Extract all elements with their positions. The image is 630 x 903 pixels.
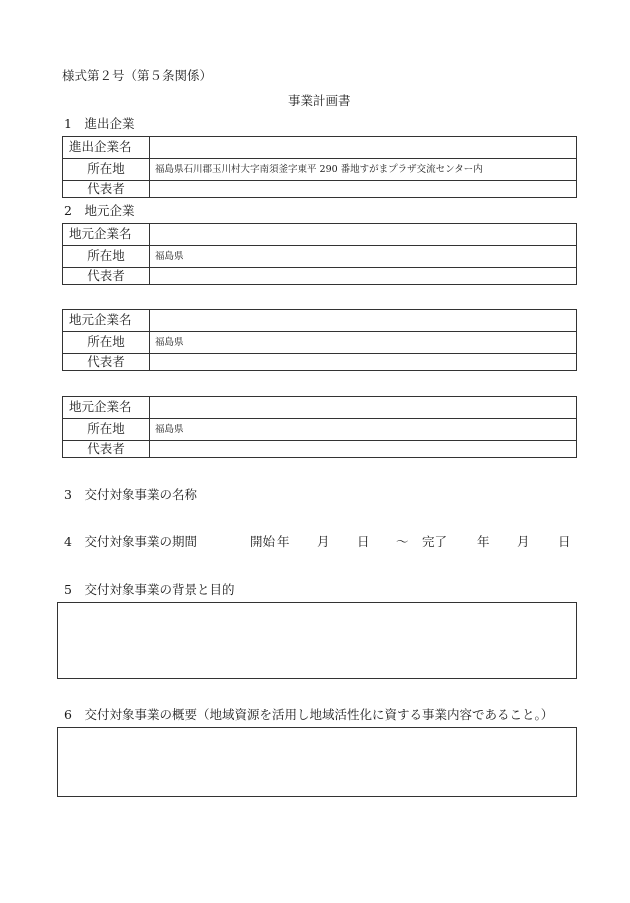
- local-company-name-field[interactable]: [150, 397, 577, 419]
- address-label: 所在地: [63, 159, 150, 181]
- section1-heading: 1 進出企業: [64, 116, 135, 131]
- start-month-unit: 月: [317, 534, 330, 549]
- local-address-label: 所在地: [63, 419, 150, 441]
- address-field[interactable]: 福島県石川郡玉川村大字南須釜字東平 290 番地すがまプラザ交流センター内: [150, 159, 577, 181]
- local-address-label: 所在地: [63, 332, 150, 354]
- local-company-table-3: [62, 396, 577, 458]
- start-year-unit: 年: [277, 534, 290, 549]
- end-year-unit: 年: [477, 534, 490, 549]
- company-name-label: 進出企業名: [63, 137, 150, 159]
- local-representative-field[interactable]: [150, 441, 577, 458]
- local-representative-label: 代表者: [63, 268, 150, 285]
- local-company-name-field[interactable]: [150, 310, 577, 332]
- document-title: 事業計画書: [288, 93, 351, 108]
- local-representative-field[interactable]: [150, 354, 577, 371]
- representative-field[interactable]: [150, 181, 577, 198]
- section2-heading: 2 地元企業: [64, 203, 135, 218]
- period-tilde: ～: [396, 534, 409, 549]
- end-month-unit: 月: [517, 534, 530, 549]
- start-day-unit: 日: [357, 534, 370, 549]
- section3-heading: 3 交付対象事業の名称: [64, 487, 197, 502]
- start-label: 開始: [250, 534, 276, 549]
- local-company-name-label: 地元企業名: [63, 310, 150, 332]
- local-representative-field[interactable]: [150, 268, 577, 285]
- local-company-table-1: [62, 223, 577, 285]
- company-name-field[interactable]: [150, 137, 577, 159]
- local-address-field[interactable]: 福島県: [150, 419, 577, 441]
- local-company-name-label: 地元企業名: [63, 224, 150, 246]
- end-day-unit: 日: [558, 534, 571, 549]
- local-company-name-field[interactable]: [150, 224, 577, 246]
- local-address-field[interactable]: 福島県: [150, 332, 577, 354]
- background-purpose-field[interactable]: [57, 602, 577, 679]
- overview-field[interactable]: [57, 727, 577, 797]
- local-company-name-label: 地元企業名: [63, 397, 150, 419]
- entering-company-table: [62, 136, 577, 198]
- local-representative-label: 代表者: [63, 441, 150, 458]
- local-address-label: 所在地: [63, 246, 150, 268]
- section4-heading: 4 交付対象事業の期間: [64, 534, 197, 549]
- section6-heading: 6 交付対象事業の概要（地域資源を活用し地域活性化に資する事業内容であること。）: [64, 707, 554, 722]
- end-label: 完了: [422, 534, 448, 549]
- local-representative-label: 代表者: [63, 354, 150, 371]
- local-address-field[interactable]: 福島県: [150, 246, 577, 268]
- section5-heading: 5 交付対象事業の背景と目的: [64, 582, 235, 597]
- representative-label: 代表者: [63, 181, 150, 198]
- form-number: 様式第２号（第５条関係）: [62, 68, 213, 83]
- local-company-table-2: [62, 309, 577, 371]
